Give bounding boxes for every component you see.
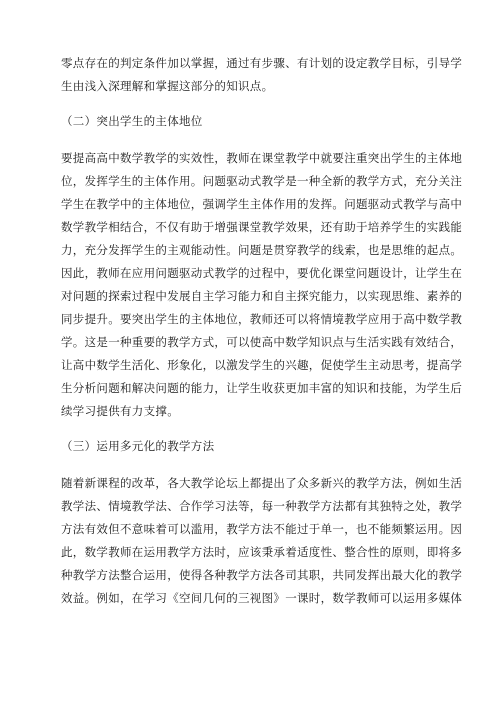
paragraph-line: 力，充分发挥学生的主观能动性。问题是贯穿教学的线索，也是思维的起点。 <box>61 243 463 257</box>
paragraph-line: 种教学方法整合运用，使得各种教学方法各司其职，共同发挥出最大化的教学 <box>61 568 463 582</box>
paragraph-line: 教学法、情境教学法、合作学习法等，每一种教学方法都有其独特之处，教学 <box>61 499 463 513</box>
paragraph-line: 此，数学教师在运用教学方法时，应该秉承着适度性、整合性的原则，即将多 <box>61 545 463 559</box>
paragraph-line: 方法有效但不意味着可以滥用，教学方法不能过于单一，也不能频繁运用。因 <box>61 522 463 536</box>
paragraph-line: 学。这是一种重要的教学方式，可以使高中数学知识点与生活实践有效结合， <box>61 335 463 349</box>
paragraph-line: 让高中数学生活化、形象化，以激发学生的兴趣，促使学生主动思考，提高学 <box>61 358 463 372</box>
paragraph-line: 同步提升。要突出学生的主体地位，教师还可以将情境教学应用于高中数学教 <box>61 312 463 326</box>
paragraph-line: 生分析问题和解决问题的能力，让学生收获更加丰富的知识和技能，为学生后 <box>61 381 463 395</box>
paragraph-line: 效益。例如，在学习《空间几何的三视图》一课时，数学教师可以运用多媒体 <box>61 591 463 605</box>
paragraph-line: 零点存在的判定条件加以掌握，通过有步骤、有计划的设定教学目标，引导学 <box>61 56 463 70</box>
document-page <box>61 52 463 610</box>
paragraph-line: 学生在教学中的主体地位，强调学生主体作用的发挥。问题驱动式教学与高中 <box>61 197 463 211</box>
paragraph-line: 数学教学相结合，不仅有助于增强课堂教学效果，还有助于培养学生的实践能 <box>61 220 463 234</box>
paragraph-line: 要提高高中数学教学的实效性，教师在课堂教学中就要注重突出学生的主体地 <box>61 151 463 165</box>
section-heading-2: （二）突出学生的主体地位 <box>61 114 203 128</box>
section-heading-3: （三）运用多元化的教学方法 <box>61 439 215 453</box>
paragraph-line: 因此，教师在应用问题驱动式教学的过程中，要优化课堂问题设计，让学生在 <box>61 266 463 280</box>
paragraph-3 <box>61 472 463 610</box>
paragraph-1 <box>61 52 463 98</box>
paragraph-line: 随着新课程的改革，各大教学论坛上都提出了众多新兴的教学方法，例如生活 <box>61 476 463 490</box>
paragraph-line: 续学习提供有力支撑。 <box>61 404 179 418</box>
paragraph-2 <box>61 147 463 423</box>
paragraph-line: 生由浅入深理解和掌握这部分的知识点。 <box>61 79 274 93</box>
paragraph-line: 对问题的探索过程中发展自主学习能力和自主探究能力，以实现思维、素养的 <box>61 289 463 303</box>
paragraph-line: 位，发挥学生的主体作用。问题驱动式教学是一种全新的教学方式，充分关注 <box>61 174 463 188</box>
